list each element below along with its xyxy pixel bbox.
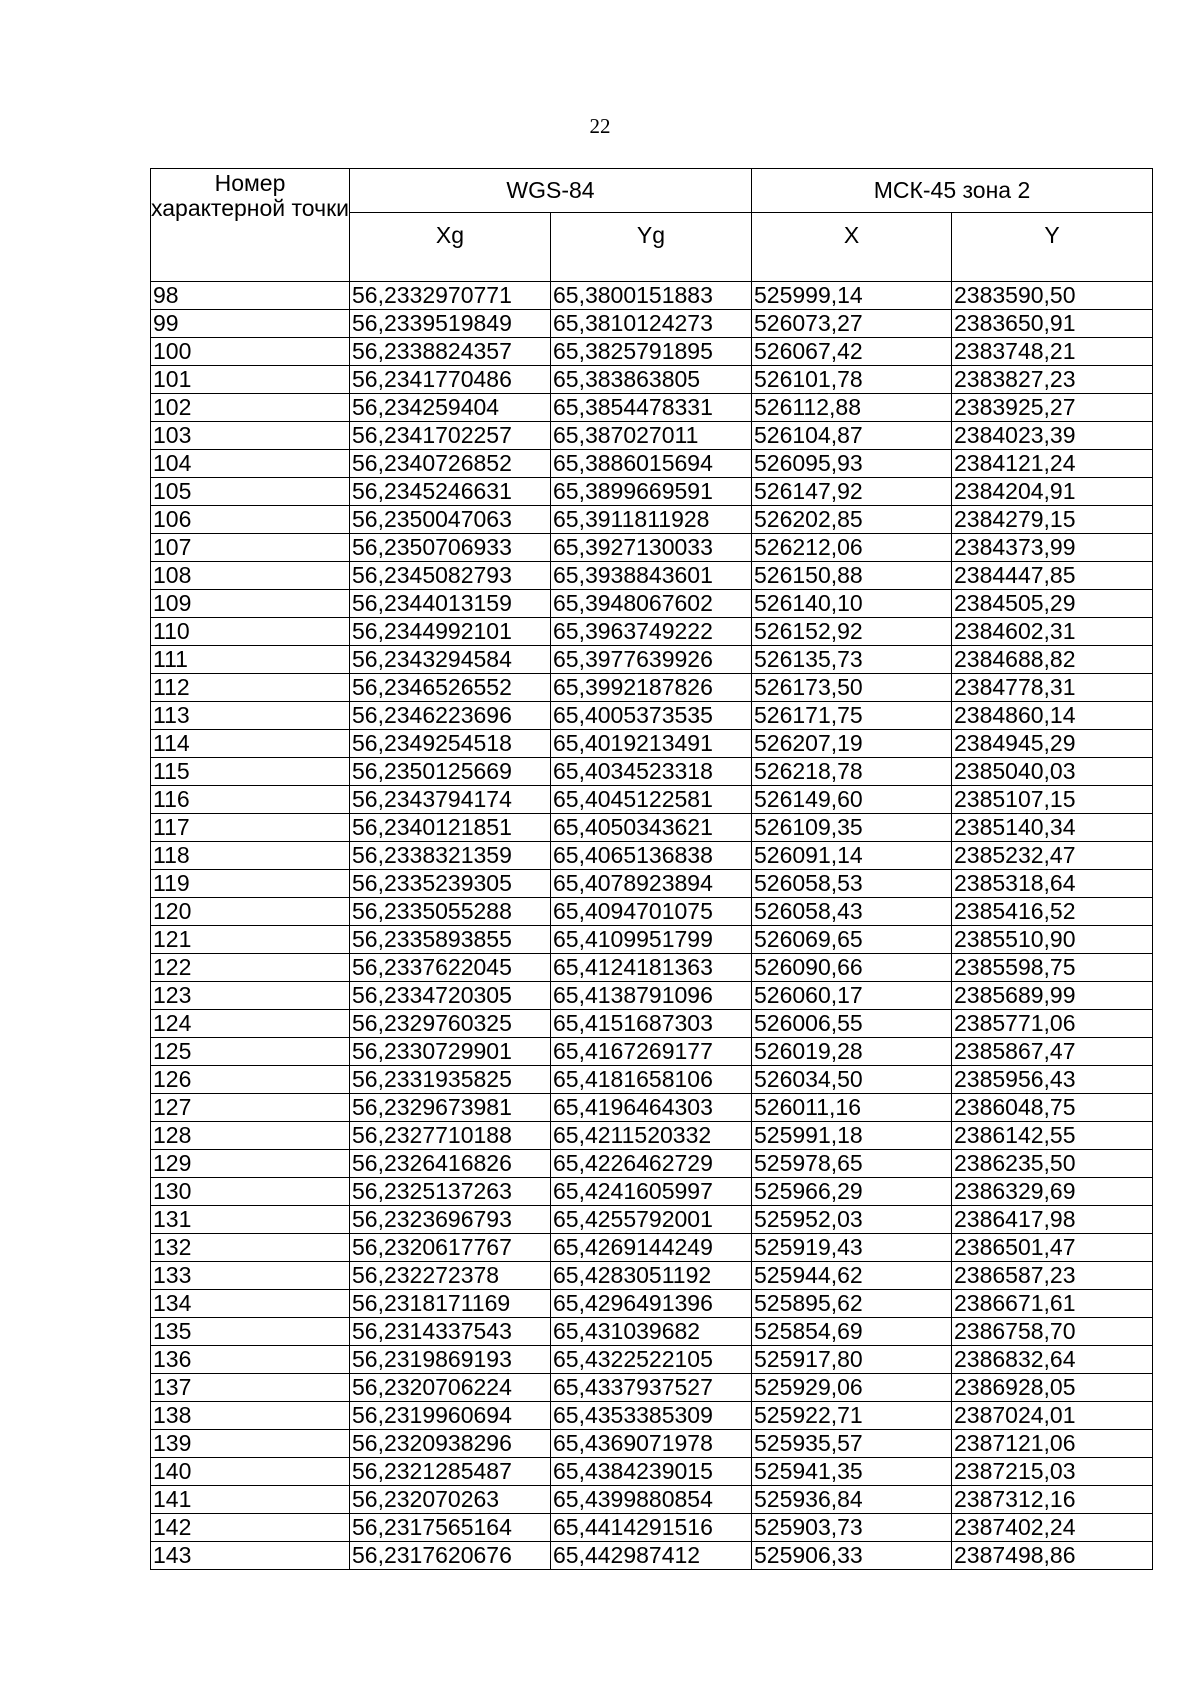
xg-cell: 56,2330729901 bbox=[350, 1038, 551, 1066]
yg-cell: 65,4369071978 bbox=[551, 1430, 752, 1458]
yg-cell: 65,4353385309 bbox=[551, 1402, 752, 1430]
y-cell: 2383590,50 bbox=[952, 282, 1153, 310]
table-row bbox=[151, 674, 1153, 702]
yg-cell: 65,4138791096 bbox=[551, 982, 752, 1010]
point-number-cell: 101 bbox=[151, 366, 350, 394]
x-cell: 525999,14 bbox=[752, 282, 952, 310]
yg-cell: 65,4399880854 bbox=[551, 1486, 752, 1514]
xg-cell: 56,2334720305 bbox=[350, 982, 551, 1010]
page-number: 22 bbox=[589, 114, 611, 138]
xg-cell: 56,2329673981 bbox=[350, 1094, 551, 1122]
point-number-cell: 117 bbox=[151, 814, 350, 842]
y-cell: 2386329,69 bbox=[952, 1178, 1153, 1206]
table-row bbox=[151, 1010, 1153, 1038]
x-cell: 525935,57 bbox=[752, 1430, 952, 1458]
x-cell: 525919,43 bbox=[752, 1234, 952, 1262]
point-number-cell: 104 bbox=[151, 450, 350, 478]
y-cell: 2384505,29 bbox=[952, 590, 1153, 618]
point-number-cell: 132 bbox=[151, 1234, 350, 1262]
xg-cell: 56,2341770486 bbox=[350, 366, 551, 394]
point-number-cell: 113 bbox=[151, 702, 350, 730]
point-number-cell: 112 bbox=[151, 674, 350, 702]
y-cell: 2385771,06 bbox=[952, 1010, 1153, 1038]
header-point-number: Номер характерной точки bbox=[151, 169, 350, 282]
yg-cell: 65,4109951799 bbox=[551, 926, 752, 954]
point-number-cell: 136 bbox=[151, 1346, 350, 1374]
table-row bbox=[151, 1430, 1153, 1458]
table-row bbox=[151, 1318, 1153, 1346]
point-number-cell: 128 bbox=[151, 1122, 350, 1150]
xg-cell: 56,2335893855 bbox=[350, 926, 551, 954]
x-cell: 526104,87 bbox=[752, 422, 952, 450]
y-cell: 2385510,90 bbox=[952, 926, 1153, 954]
point-number-cell: 124 bbox=[151, 1010, 350, 1038]
table-body bbox=[151, 282, 1153, 1570]
yg-cell: 65,3899669591 bbox=[551, 478, 752, 506]
y-cell: 2385689,99 bbox=[952, 982, 1153, 1010]
point-number-cell: 105 bbox=[151, 478, 350, 506]
header-xg: Xg bbox=[350, 213, 551, 282]
x-cell: 525895,62 bbox=[752, 1290, 952, 1318]
yg-cell: 65,4414291516 bbox=[551, 1514, 752, 1542]
xg-cell: 56,2346223696 bbox=[350, 702, 551, 730]
y-cell: 2385867,47 bbox=[952, 1038, 1153, 1066]
yg-cell: 65,4094701075 bbox=[551, 898, 752, 926]
xg-cell: 56,2338321359 bbox=[350, 842, 551, 870]
y-cell: 2383827,23 bbox=[952, 366, 1153, 394]
x-cell: 526135,73 bbox=[752, 646, 952, 674]
x-cell: 526073,27 bbox=[752, 310, 952, 338]
point-number-cell: 138 bbox=[151, 1402, 350, 1430]
point-number-cell: 122 bbox=[151, 954, 350, 982]
yg-cell: 65,4005373535 bbox=[551, 702, 752, 730]
x-cell: 526173,50 bbox=[752, 674, 952, 702]
y-cell: 2387121,06 bbox=[952, 1430, 1153, 1458]
y-cell: 2387312,16 bbox=[952, 1486, 1153, 1514]
x-cell: 526149,60 bbox=[752, 786, 952, 814]
x-cell: 525966,29 bbox=[752, 1178, 952, 1206]
x-cell: 526150,88 bbox=[752, 562, 952, 590]
y-cell: 2384023,39 bbox=[952, 422, 1153, 450]
yg-cell: 65,4078923894 bbox=[551, 870, 752, 898]
y-cell: 2385416,52 bbox=[952, 898, 1153, 926]
xg-cell: 56,2321285487 bbox=[350, 1458, 551, 1486]
x-cell: 525941,35 bbox=[752, 1458, 952, 1486]
y-cell: 2386235,50 bbox=[952, 1150, 1153, 1178]
yg-cell: 65,4255792001 bbox=[551, 1206, 752, 1234]
y-cell: 2384602,31 bbox=[952, 618, 1153, 646]
xg-cell: 56,2350047063 bbox=[350, 506, 551, 534]
table-row bbox=[151, 338, 1153, 366]
table-row bbox=[151, 1038, 1153, 1066]
y-cell: 2386048,75 bbox=[952, 1094, 1153, 1122]
header-msk45: МСК-45 зона 2 bbox=[752, 169, 1153, 213]
yg-cell: 65,4296491396 bbox=[551, 1290, 752, 1318]
yg-cell: 65,3854478331 bbox=[551, 394, 752, 422]
xg-cell: 56,2320706224 bbox=[350, 1374, 551, 1402]
yg-cell: 65,4151687303 bbox=[551, 1010, 752, 1038]
table-row bbox=[151, 422, 1153, 450]
x-cell: 526090,66 bbox=[752, 954, 952, 982]
y-cell: 2387024,01 bbox=[952, 1402, 1153, 1430]
x-cell: 526095,93 bbox=[752, 450, 952, 478]
y-cell: 2385232,47 bbox=[952, 842, 1153, 870]
xg-cell: 56,2318171169 bbox=[350, 1290, 551, 1318]
y-cell: 2384204,91 bbox=[952, 478, 1153, 506]
point-number-cell: 130 bbox=[151, 1178, 350, 1206]
table-row bbox=[151, 646, 1153, 674]
yg-cell: 65,383863805 bbox=[551, 366, 752, 394]
xg-cell: 56,2317565164 bbox=[350, 1514, 551, 1542]
point-number-cell: 135 bbox=[151, 1318, 350, 1346]
y-cell: 2387402,24 bbox=[952, 1514, 1153, 1542]
y-cell: 2383650,91 bbox=[952, 310, 1153, 338]
xg-cell: 56,232070263 bbox=[350, 1486, 551, 1514]
table-row bbox=[151, 1234, 1153, 1262]
table-row bbox=[151, 394, 1153, 422]
x-cell: 525991,18 bbox=[752, 1122, 952, 1150]
xg-cell: 56,2325137263 bbox=[350, 1178, 551, 1206]
xg-cell: 56,2331935825 bbox=[350, 1066, 551, 1094]
xg-cell: 56,2319869193 bbox=[350, 1346, 551, 1374]
table-row bbox=[151, 590, 1153, 618]
yg-cell: 65,3938843601 bbox=[551, 562, 752, 590]
xg-cell: 56,2320938296 bbox=[350, 1430, 551, 1458]
table-row bbox=[151, 534, 1153, 562]
yg-cell: 65,4269144249 bbox=[551, 1234, 752, 1262]
x-cell: 525906,33 bbox=[752, 1542, 952, 1570]
table-row bbox=[151, 1066, 1153, 1094]
x-cell: 526058,43 bbox=[752, 898, 952, 926]
yg-cell: 65,4045122581 bbox=[551, 786, 752, 814]
point-number-cell: 107 bbox=[151, 534, 350, 562]
point-number-cell: 102 bbox=[151, 394, 350, 422]
point-number-cell: 110 bbox=[151, 618, 350, 646]
yg-cell: 65,4019213491 bbox=[551, 730, 752, 758]
yg-cell: 65,3810124273 bbox=[551, 310, 752, 338]
xg-cell: 56,2335239305 bbox=[350, 870, 551, 898]
y-cell: 2386501,47 bbox=[952, 1234, 1153, 1262]
y-cell: 2384373,99 bbox=[952, 534, 1153, 562]
point-number-cell: 126 bbox=[151, 1066, 350, 1094]
x-cell: 526011,16 bbox=[752, 1094, 952, 1122]
xg-cell: 56,2337622045 bbox=[350, 954, 551, 982]
x-cell: 526058,53 bbox=[752, 870, 952, 898]
point-number-cell: 115 bbox=[151, 758, 350, 786]
xg-cell: 56,2345246631 bbox=[350, 478, 551, 506]
y-cell: 2385040,03 bbox=[952, 758, 1153, 786]
x-cell: 526109,35 bbox=[752, 814, 952, 842]
y-cell: 2384945,29 bbox=[952, 730, 1153, 758]
y-cell: 2386671,61 bbox=[952, 1290, 1153, 1318]
xg-cell: 56,2326416826 bbox=[350, 1150, 551, 1178]
xg-cell: 56,2350706933 bbox=[350, 534, 551, 562]
header-wgs84: WGS-84 bbox=[350, 169, 752, 213]
xg-cell: 56,2346526552 bbox=[350, 674, 551, 702]
table-row bbox=[151, 982, 1153, 1010]
point-number-cell: 121 bbox=[151, 926, 350, 954]
point-number-cell: 140 bbox=[151, 1458, 350, 1486]
xg-cell: 56,2349254518 bbox=[350, 730, 551, 758]
xg-cell: 56,2340121851 bbox=[350, 814, 551, 842]
table-row bbox=[151, 1206, 1153, 1234]
yg-cell: 65,387027011 bbox=[551, 422, 752, 450]
y-cell: 2385140,34 bbox=[952, 814, 1153, 842]
x-cell: 526152,92 bbox=[752, 618, 952, 646]
table-row bbox=[151, 702, 1153, 730]
point-number-cell: 99 bbox=[151, 310, 350, 338]
x-cell: 526112,88 bbox=[752, 394, 952, 422]
point-number-cell: 118 bbox=[151, 842, 350, 870]
table-row bbox=[151, 1122, 1153, 1150]
y-cell: 2387215,03 bbox=[952, 1458, 1153, 1486]
table-row bbox=[151, 870, 1153, 898]
xg-cell: 56,2335055288 bbox=[350, 898, 551, 926]
x-cell: 526091,14 bbox=[752, 842, 952, 870]
yg-cell: 65,442987412 bbox=[551, 1542, 752, 1570]
table-row bbox=[151, 618, 1153, 646]
y-cell: 2384860,14 bbox=[952, 702, 1153, 730]
yg-cell: 65,431039682 bbox=[551, 1318, 752, 1346]
yg-cell: 65,3977639926 bbox=[551, 646, 752, 674]
table-row bbox=[151, 1514, 1153, 1542]
y-cell: 2386758,70 bbox=[952, 1318, 1153, 1346]
y-cell: 2386142,55 bbox=[952, 1122, 1153, 1150]
yg-cell: 65,4322522105 bbox=[551, 1346, 752, 1374]
point-number-cell: 116 bbox=[151, 786, 350, 814]
table-row bbox=[151, 1290, 1153, 1318]
yg-cell: 65,3886015694 bbox=[551, 450, 752, 478]
yg-cell: 65,4211520332 bbox=[551, 1122, 752, 1150]
table-row bbox=[151, 1542, 1153, 1570]
yg-cell: 65,4034523318 bbox=[551, 758, 752, 786]
yg-cell: 65,4226462729 bbox=[551, 1150, 752, 1178]
xg-cell: 56,2319960694 bbox=[350, 1402, 551, 1430]
y-cell: 2385107,15 bbox=[952, 786, 1153, 814]
point-number-cell: 98 bbox=[151, 282, 350, 310]
yg-cell: 65,3825791895 bbox=[551, 338, 752, 366]
point-number-cell: 143 bbox=[151, 1542, 350, 1570]
point-number-cell: 103 bbox=[151, 422, 350, 450]
yg-cell: 65,4124181363 bbox=[551, 954, 752, 982]
xg-cell: 56,2339519849 bbox=[350, 310, 551, 338]
x-cell: 526147,92 bbox=[752, 478, 952, 506]
yg-cell: 65,4384239015 bbox=[551, 1458, 752, 1486]
yg-cell: 65,4167269177 bbox=[551, 1038, 752, 1066]
y-cell: 2386928,05 bbox=[952, 1374, 1153, 1402]
point-number-cell: 129 bbox=[151, 1150, 350, 1178]
x-cell: 526171,75 bbox=[752, 702, 952, 730]
y-cell: 2386587,23 bbox=[952, 1262, 1153, 1290]
table-row bbox=[151, 282, 1153, 310]
x-cell: 525917,80 bbox=[752, 1346, 952, 1374]
yg-cell: 65,4065136838 bbox=[551, 842, 752, 870]
x-cell: 525944,62 bbox=[752, 1262, 952, 1290]
x-cell: 525903,73 bbox=[752, 1514, 952, 1542]
xg-cell: 56,2320617767 bbox=[350, 1234, 551, 1262]
table-row bbox=[151, 786, 1153, 814]
table-row bbox=[151, 1402, 1153, 1430]
yg-cell: 65,3948067602 bbox=[551, 590, 752, 618]
x-cell: 526202,85 bbox=[752, 506, 952, 534]
point-number-cell: 106 bbox=[151, 506, 350, 534]
table-row bbox=[151, 758, 1153, 786]
y-cell: 2384778,31 bbox=[952, 674, 1153, 702]
yg-cell: 65,3927130033 bbox=[551, 534, 752, 562]
x-cell: 526067,42 bbox=[752, 338, 952, 366]
x-cell: 526034,50 bbox=[752, 1066, 952, 1094]
point-number-cell: 134 bbox=[151, 1290, 350, 1318]
xg-cell: 56,2329760325 bbox=[350, 1010, 551, 1038]
point-number-cell: 120 bbox=[151, 898, 350, 926]
point-number-cell: 111 bbox=[151, 646, 350, 674]
point-number-cell: 137 bbox=[151, 1374, 350, 1402]
table-row bbox=[151, 1094, 1153, 1122]
point-number-cell: 119 bbox=[151, 870, 350, 898]
point-number-cell: 114 bbox=[151, 730, 350, 758]
yg-cell: 65,3963749222 bbox=[551, 618, 752, 646]
xg-cell: 56,2343294584 bbox=[350, 646, 551, 674]
table-row bbox=[151, 730, 1153, 758]
xg-cell: 56,2345082793 bbox=[350, 562, 551, 590]
xg-cell: 56,2314337543 bbox=[350, 1318, 551, 1346]
x-cell: 525952,03 bbox=[752, 1206, 952, 1234]
table-row bbox=[151, 814, 1153, 842]
x-cell: 526060,17 bbox=[752, 982, 952, 1010]
xg-cell: 56,2327710188 bbox=[350, 1122, 551, 1150]
coordinates-table bbox=[150, 168, 1153, 1570]
y-cell: 2386417,98 bbox=[952, 1206, 1153, 1234]
y-cell: 2383925,27 bbox=[952, 394, 1153, 422]
table-row bbox=[151, 1346, 1153, 1374]
y-cell: 2385956,43 bbox=[952, 1066, 1153, 1094]
xg-cell: 56,2343794174 bbox=[350, 786, 551, 814]
table-row bbox=[151, 1150, 1153, 1178]
xg-cell: 56,2344013159 bbox=[350, 590, 551, 618]
table-row bbox=[151, 842, 1153, 870]
xg-cell: 56,2341702257 bbox=[350, 422, 551, 450]
point-number-cell: 127 bbox=[151, 1094, 350, 1122]
yg-cell: 65,4283051192 bbox=[551, 1262, 752, 1290]
y-cell: 2384121,24 bbox=[952, 450, 1153, 478]
table-row bbox=[151, 926, 1153, 954]
point-number-cell: 123 bbox=[151, 982, 350, 1010]
table-row bbox=[151, 1374, 1153, 1402]
yg-cell: 65,3800151883 bbox=[551, 282, 752, 310]
x-cell: 526207,19 bbox=[752, 730, 952, 758]
table-row bbox=[151, 1178, 1153, 1206]
yg-cell: 65,4337937527 bbox=[551, 1374, 752, 1402]
x-cell: 525854,69 bbox=[752, 1318, 952, 1346]
point-number-cell: 109 bbox=[151, 590, 350, 618]
y-cell: 2385598,75 bbox=[952, 954, 1153, 982]
xg-cell: 56,2338824357 bbox=[350, 338, 551, 366]
table-row bbox=[151, 954, 1153, 982]
y-cell: 2383748,21 bbox=[952, 338, 1153, 366]
x-cell: 525978,65 bbox=[752, 1150, 952, 1178]
y-cell: 2384279,15 bbox=[952, 506, 1153, 534]
point-number-cell: 100 bbox=[151, 338, 350, 366]
header-x: X bbox=[752, 213, 952, 282]
point-number-cell: 142 bbox=[151, 1514, 350, 1542]
x-cell: 525936,84 bbox=[752, 1486, 952, 1514]
point-number-cell: 131 bbox=[151, 1206, 350, 1234]
y-cell: 2385318,64 bbox=[952, 870, 1153, 898]
xg-cell: 56,2344992101 bbox=[350, 618, 551, 646]
x-cell: 526069,65 bbox=[752, 926, 952, 954]
yg-cell: 65,4196464303 bbox=[551, 1094, 752, 1122]
table-row bbox=[151, 898, 1153, 926]
xg-cell: 56,2317620676 bbox=[350, 1542, 551, 1570]
point-number-cell: 133 bbox=[151, 1262, 350, 1290]
table-row bbox=[151, 310, 1153, 338]
yg-cell: 65,3911811928 bbox=[551, 506, 752, 534]
x-cell: 525929,06 bbox=[752, 1374, 952, 1402]
point-number-cell: 108 bbox=[151, 562, 350, 590]
x-cell: 526101,78 bbox=[752, 366, 952, 394]
x-cell: 526212,06 bbox=[752, 534, 952, 562]
point-number-cell: 139 bbox=[151, 1430, 350, 1458]
y-cell: 2384447,85 bbox=[952, 562, 1153, 590]
table-row bbox=[151, 1262, 1153, 1290]
yg-cell: 65,3992187826 bbox=[551, 674, 752, 702]
xg-cell: 56,234259404 bbox=[350, 394, 551, 422]
x-cell: 525922,71 bbox=[752, 1402, 952, 1430]
y-cell: 2387498,86 bbox=[952, 1542, 1153, 1570]
yg-cell: 65,4050343621 bbox=[551, 814, 752, 842]
point-number-cell: 141 bbox=[151, 1486, 350, 1514]
x-cell: 526006,55 bbox=[752, 1010, 952, 1038]
x-cell: 526019,28 bbox=[752, 1038, 952, 1066]
x-cell: 526218,78 bbox=[752, 758, 952, 786]
point-number-cell: 125 bbox=[151, 1038, 350, 1066]
y-cell: 2386832,64 bbox=[952, 1346, 1153, 1374]
table-row bbox=[151, 450, 1153, 478]
header-y: Y bbox=[952, 213, 1153, 282]
xg-cell: 56,2350125669 bbox=[350, 758, 551, 786]
xg-cell: 56,2323696793 bbox=[350, 1206, 551, 1234]
table-row bbox=[151, 1486, 1153, 1514]
table-row bbox=[151, 366, 1153, 394]
xg-cell: 56,2340726852 bbox=[350, 450, 551, 478]
table-row bbox=[151, 1458, 1153, 1486]
table-row bbox=[151, 506, 1153, 534]
xg-cell: 56,232272378 bbox=[350, 1262, 551, 1290]
y-cell: 2384688,82 bbox=[952, 646, 1153, 674]
x-cell: 526140,10 bbox=[752, 590, 952, 618]
yg-cell: 65,4241605997 bbox=[551, 1178, 752, 1206]
table-row bbox=[151, 478, 1153, 506]
table-row bbox=[151, 562, 1153, 590]
yg-cell: 65,4181658106 bbox=[551, 1066, 752, 1094]
xg-cell: 56,2332970771 bbox=[350, 282, 551, 310]
header-yg: Yg bbox=[551, 213, 752, 282]
